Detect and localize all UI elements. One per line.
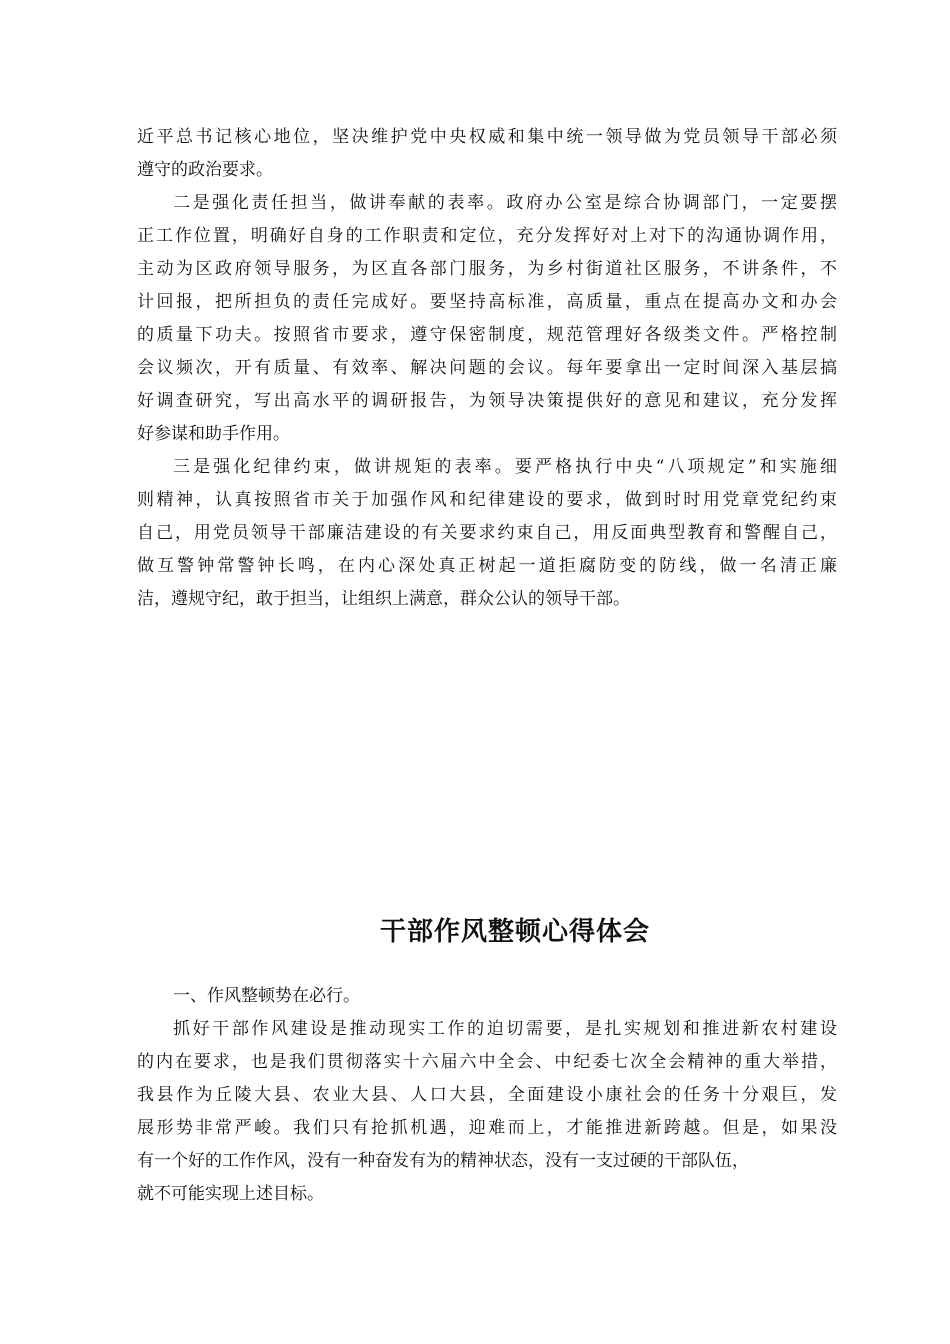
paragraph-line: 自己，用党员领导干部廉洁建设的有关要求约束自己，用反面典型教育和警醒自己， (137, 523, 837, 543)
paragraph-line: 则精神，认真按照省市关于加强作风和纪律建设的要求，做到时时用党章党纪约束 (137, 490, 837, 510)
paragraph-line: 有一个好的工作作风，没有一种奋发有为的精神状态，没有一支过硬的干部队伍， (137, 1151, 749, 1171)
paragraph-line: 好参谋和助手作用。 (137, 424, 290, 444)
paragraph-line: 计回报，把所担负的责任完成好。要坚持高标准，高质量，重点在提高办文和办会 (137, 292, 837, 312)
paragraph-line: 展形势非常严峻。我们只有抢抓机遇，迎难而上，才能推进新跨越。但是，如果没 (137, 1118, 837, 1138)
paragraph-line: 洁，遵规守纪，敢于担当，让组织上满意，群众公认的领导干部。 (137, 589, 630, 609)
top-section-text (137, 121, 837, 616)
paragraph-line: 好调查研究，写出高水平的调研报告，为领导决策提供好的意见和建议，充分发挥 (137, 391, 837, 411)
paragraph-line: 会议频次，开有质量、有效率、解决问题的会议。每年要拿出一定时间深入基层搞 (137, 358, 837, 378)
article-title: 干部作风整顿心得体会 (379, 917, 650, 947)
paragraph-line: 就不可能实现上述目标。 (137, 1184, 324, 1204)
paragraph-line: 二是强化责任担当，做讲奉献的表率。政府办公室是综合协调部门，一定要摆 (173, 193, 837, 213)
paragraph-line: 的内在要求，也是我们贯彻落实十六届六中全会、中纪委七次全会精神的重大举措， (137, 1052, 837, 1072)
section-heading: 一、作风整顿势在必行。 (173, 986, 360, 1006)
paragraph-line: 我县作为丘陵大县、农业大县、人口大县，全面建设小康社会的任务十分艰巨，发 (137, 1085, 837, 1105)
paragraph-line: 正工作位置，明确好自身的工作职责和定位，充分发挥好对上对下的沟通协调作用， (137, 226, 837, 246)
paragraph-line: 遵守的政治要求。 (137, 160, 273, 180)
paragraph-line: 抓好干部作风建设是推动现实工作的迫切需要，是扎实规划和推进新农村建设 (173, 1019, 837, 1039)
paragraph-line: 的质量下功夫。按照省市要求，遵守保密制度，规范管理好各级类文件。严格控制 (137, 325, 837, 345)
paragraph-line: 主动为区政府领导服务，为区直各部门服务，为乡村街道社区服务，不讲条件，不 (137, 259, 837, 279)
paragraph-line: 做互警钟常警钟长鸣，在内心深处真正树起一道拒腐防变的防线，做一名清正廉 (137, 556, 837, 576)
article-body-text (137, 1013, 837, 1211)
paragraph-line: 三是强化纪律约束，做讲规矩的表率。要严格执行中央“八项规定”和实施细 (173, 457, 837, 477)
paragraph-line: 近平总书记核心地位，坚决维护党中央权威和集中统一领导做为党员领导干部必须 (137, 127, 837, 147)
